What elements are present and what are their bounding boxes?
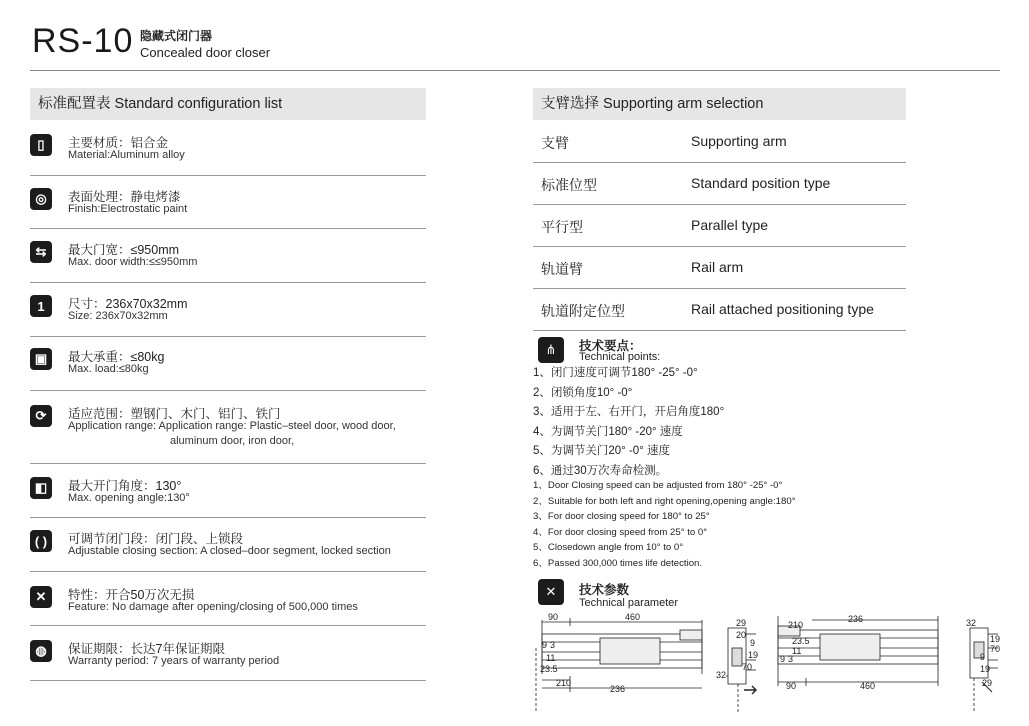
dim-label: 9 [780, 654, 786, 664]
arm-row-cn: 轨道附定位型 [541, 303, 625, 319]
arm-row [533, 121, 906, 163]
shield-icon: ◍ [30, 640, 52, 662]
config-divider [30, 463, 426, 464]
config-item-en: Max. door width:≤≤950mm [68, 256, 198, 268]
tech-point-cn: 4、为调节关门180° -20° 速度 [533, 425, 683, 438]
arm-row-cn: 轨道臂 [541, 261, 583, 277]
dim-label: 29 [736, 618, 747, 628]
config-divider [30, 336, 426, 337]
config-item-en-line2: aluminum door, iron door, [170, 435, 295, 447]
tech-point-cn: 3、适用于左、右开门，开启角度180° [533, 406, 725, 418]
config-item-en: Adjustable closing section: A closed–door segment, locked section [68, 545, 391, 557]
config-divider [30, 625, 426, 626]
arm-heading: 支臂选择 Supporting arm selection [533, 88, 906, 120]
dim-label: 11 [792, 646, 802, 656]
size-icon: 1 [30, 295, 52, 317]
arm-row [533, 163, 906, 205]
tech-points-title-cn: 技术要点： [579, 339, 642, 353]
config-divider [30, 175, 426, 176]
arm-row [533, 205, 906, 247]
config-item-en: Material:Aluminum alloy [68, 149, 185, 161]
model-number: RS-10 [32, 22, 134, 60]
dim-label: 9 [542, 640, 548, 650]
tech-point-cn: 5、为调节关门20° -0° 速度 [533, 445, 670, 457]
dim-label: 32 [716, 670, 727, 680]
dim-label: 20 [736, 630, 747, 640]
config-item-cn: 尺寸：236x70x32mm [68, 297, 188, 311]
technical-drawings [530, 612, 1025, 722]
tech-point-cn: 1、闭门速度可调节180° -25° -0° [533, 367, 698, 379]
config-divider [30, 571, 426, 572]
dim-label: 3 [550, 640, 556, 650]
dim-label: 3 [788, 654, 794, 664]
tools-icon: ✕ [30, 586, 52, 608]
config-item-en: Warranty period: 7 years of warranty period [68, 655, 280, 667]
wrench-screwdriver-icon: ✕ [538, 579, 564, 605]
tech-point-en: 1、Door Closing speed can be adjusted from 180° -25° -0° [533, 480, 783, 491]
width-arrows-icon: ⇆ [30, 241, 52, 263]
dim-label: 9 [980, 652, 986, 662]
dim-label: 460 [625, 612, 641, 622]
arm-row-en: Rail attached positioning type [691, 301, 874, 317]
config-item-en: Max. opening angle:130° [68, 492, 190, 504]
config-item-cn: 适应范围：塑钢门、木门、铝门、铁门 [68, 407, 281, 421]
arm-row-en: Supporting arm [691, 133, 787, 149]
config-divider [30, 680, 426, 681]
tech-point-cn: 6、通过30万次寿命检测。 [533, 464, 668, 477]
arm-row-en: Standard position type [691, 175, 831, 191]
config-item-en: Feature: No damage after opening/closing of 500,000 times [68, 601, 358, 613]
config-item-cn: 特性：开合50万次无损 [68, 588, 195, 602]
config-item-en: Finish:Electrostatic paint [68, 203, 188, 215]
config-item-cn: 最大承重：≤80kg [68, 350, 165, 364]
dim-label: 9 [750, 638, 756, 648]
arm-row-cn: 平行型 [541, 219, 583, 235]
config-item-en: Size: 236x70x32mm [68, 310, 168, 322]
tree-network-icon: ⋔ [538, 337, 564, 363]
dim-label: 90 [786, 681, 797, 691]
dimension-labels-right [780, 614, 1000, 691]
dim-label: 19 [980, 664, 991, 674]
dim-label: 19 [990, 634, 1001, 644]
config-heading: 标准配置表 Standard configuration list [30, 88, 426, 120]
tech-point-en: 5、Closedown angle from 10° to 0° [533, 542, 684, 554]
weight-icon: ▣ [30, 348, 52, 370]
tech-point-en: 4、For door closing speed from 25° to 0° [533, 526, 708, 538]
config-item-en: Application range: Application range: Plastic–steel door, wood door, [68, 420, 396, 432]
tech-param-title-en: Technical parameter [579, 597, 679, 609]
dim-label: 19 [748, 650, 759, 660]
bracket-icon: ( ) [30, 530, 52, 552]
dim-label: 90 [548, 612, 559, 622]
config-item-en: Max. load:≤80kg [68, 363, 149, 375]
product-title-en: Concealed door closer [140, 45, 271, 60]
dim-label: 460 [860, 681, 876, 691]
door-open-icon: ◧ [30, 477, 52, 499]
tech-point-en: 2、Suitable for both left and right opening,opening angle:180° [533, 495, 796, 507]
config-item-cn: 主要材质：铝合金 [68, 136, 169, 150]
arm-row-cn: 支臂 [541, 135, 569, 151]
arm-row [533, 289, 906, 331]
tech-points-title-en: Technical points: [579, 351, 661, 363]
dim-label: 23.5 [792, 636, 810, 646]
dim-label: 70 [990, 644, 1001, 654]
config-divider [30, 517, 426, 518]
tech-point-en: 6、Passed 300,000 times life detection. [533, 558, 703, 569]
arm-row-en: Parallel type [691, 217, 769, 233]
refresh-icon: ⟳ [30, 405, 52, 427]
config-item-cn: 最大开门角度：130° [68, 479, 182, 493]
tech-param-title-cn: 技术参数 [579, 583, 630, 597]
arm-row-cn: 标准位型 [541, 177, 597, 193]
arm-row-en: Rail arm [691, 259, 744, 275]
dim-label: 11 [546, 653, 556, 663]
tech-point-cn: 2、闭锁角度10° -0° [533, 386, 633, 399]
header-divider [30, 70, 1000, 71]
config-divider [30, 228, 426, 229]
dim-label: 236 [848, 614, 864, 624]
config-item-cn: 保证期限：长达7年保证期限 [68, 642, 225, 656]
dim-label: 29 [982, 678, 993, 688]
tech-point-en: 3、For door closing speed for 180° to 25° [533, 511, 710, 523]
config-divider [30, 390, 426, 391]
paint-icon: ◎ [30, 188, 52, 210]
dim-label: 23.5 [540, 664, 558, 674]
config-item-cn: 最大门宽：≤950mm [68, 243, 180, 257]
arm-row [533, 247, 906, 289]
product-title-cn: 隐藏式闭门器 [140, 29, 213, 43]
config-item-cn: 可调节闭门段：闭门段、上锁段 [68, 532, 244, 546]
dim-label: 32 [966, 618, 977, 628]
dim-label: 210 [556, 678, 572, 688]
config-item-cn: 表面处理：静电烤漆 [68, 190, 181, 204]
config-divider [30, 282, 426, 283]
dim-label: 70 [742, 662, 753, 672]
dim-label: 236 [610, 684, 626, 694]
dim-label: 210 [788, 620, 804, 630]
box-icon: ▯ [30, 134, 52, 156]
